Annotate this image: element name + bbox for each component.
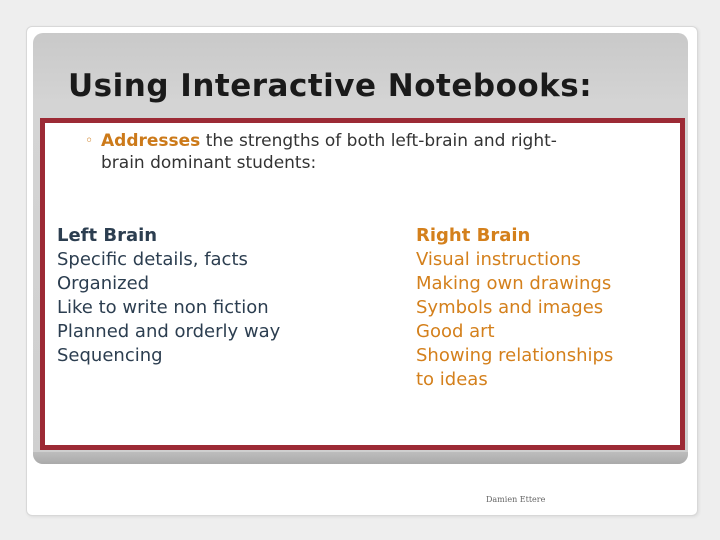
bullet-circle-icon: ◦ <box>85 133 94 149</box>
right-brain-column <box>416 224 613 392</box>
right-brain-item: Symbols and images <box>416 297 604 318</box>
right-brain-item: to ideas <box>416 369 488 390</box>
right-brain-item: Making own drawings <box>416 273 612 294</box>
left-brain-item: Specific details, facts <box>57 249 248 270</box>
left-brain-item: Planned and orderly way <box>57 321 281 342</box>
footer-author: Damien Ettere <box>486 495 546 504</box>
bullet-emphasis: Addresses <box>101 131 201 151</box>
right-brain-heading: Right Brain <box>416 225 531 246</box>
bullet-point <box>85 130 645 174</box>
right-brain-item: Good art <box>416 321 495 342</box>
content-box <box>40 118 685 450</box>
panel-bottom-edge <box>33 452 688 464</box>
left-brain-item: Organized <box>57 273 150 294</box>
slide-title: Using Interactive Notebooks: <box>68 68 593 104</box>
left-brain-heading: Left Brain <box>57 225 158 246</box>
bullet-line-1 <box>85 130 645 152</box>
right-brain-item: Visual instructions <box>416 249 581 270</box>
bullet-line-2: brain dominant students: <box>101 153 317 173</box>
bullet-line-1-text: the strengths of both left-brain and right- <box>200 131 557 151</box>
right-brain-item: Showing relationships <box>416 345 614 366</box>
left-brain-item: Sequencing <box>57 345 163 366</box>
left-brain-column <box>57 224 280 368</box>
left-brain-item: Like to write non fiction <box>57 297 269 318</box>
